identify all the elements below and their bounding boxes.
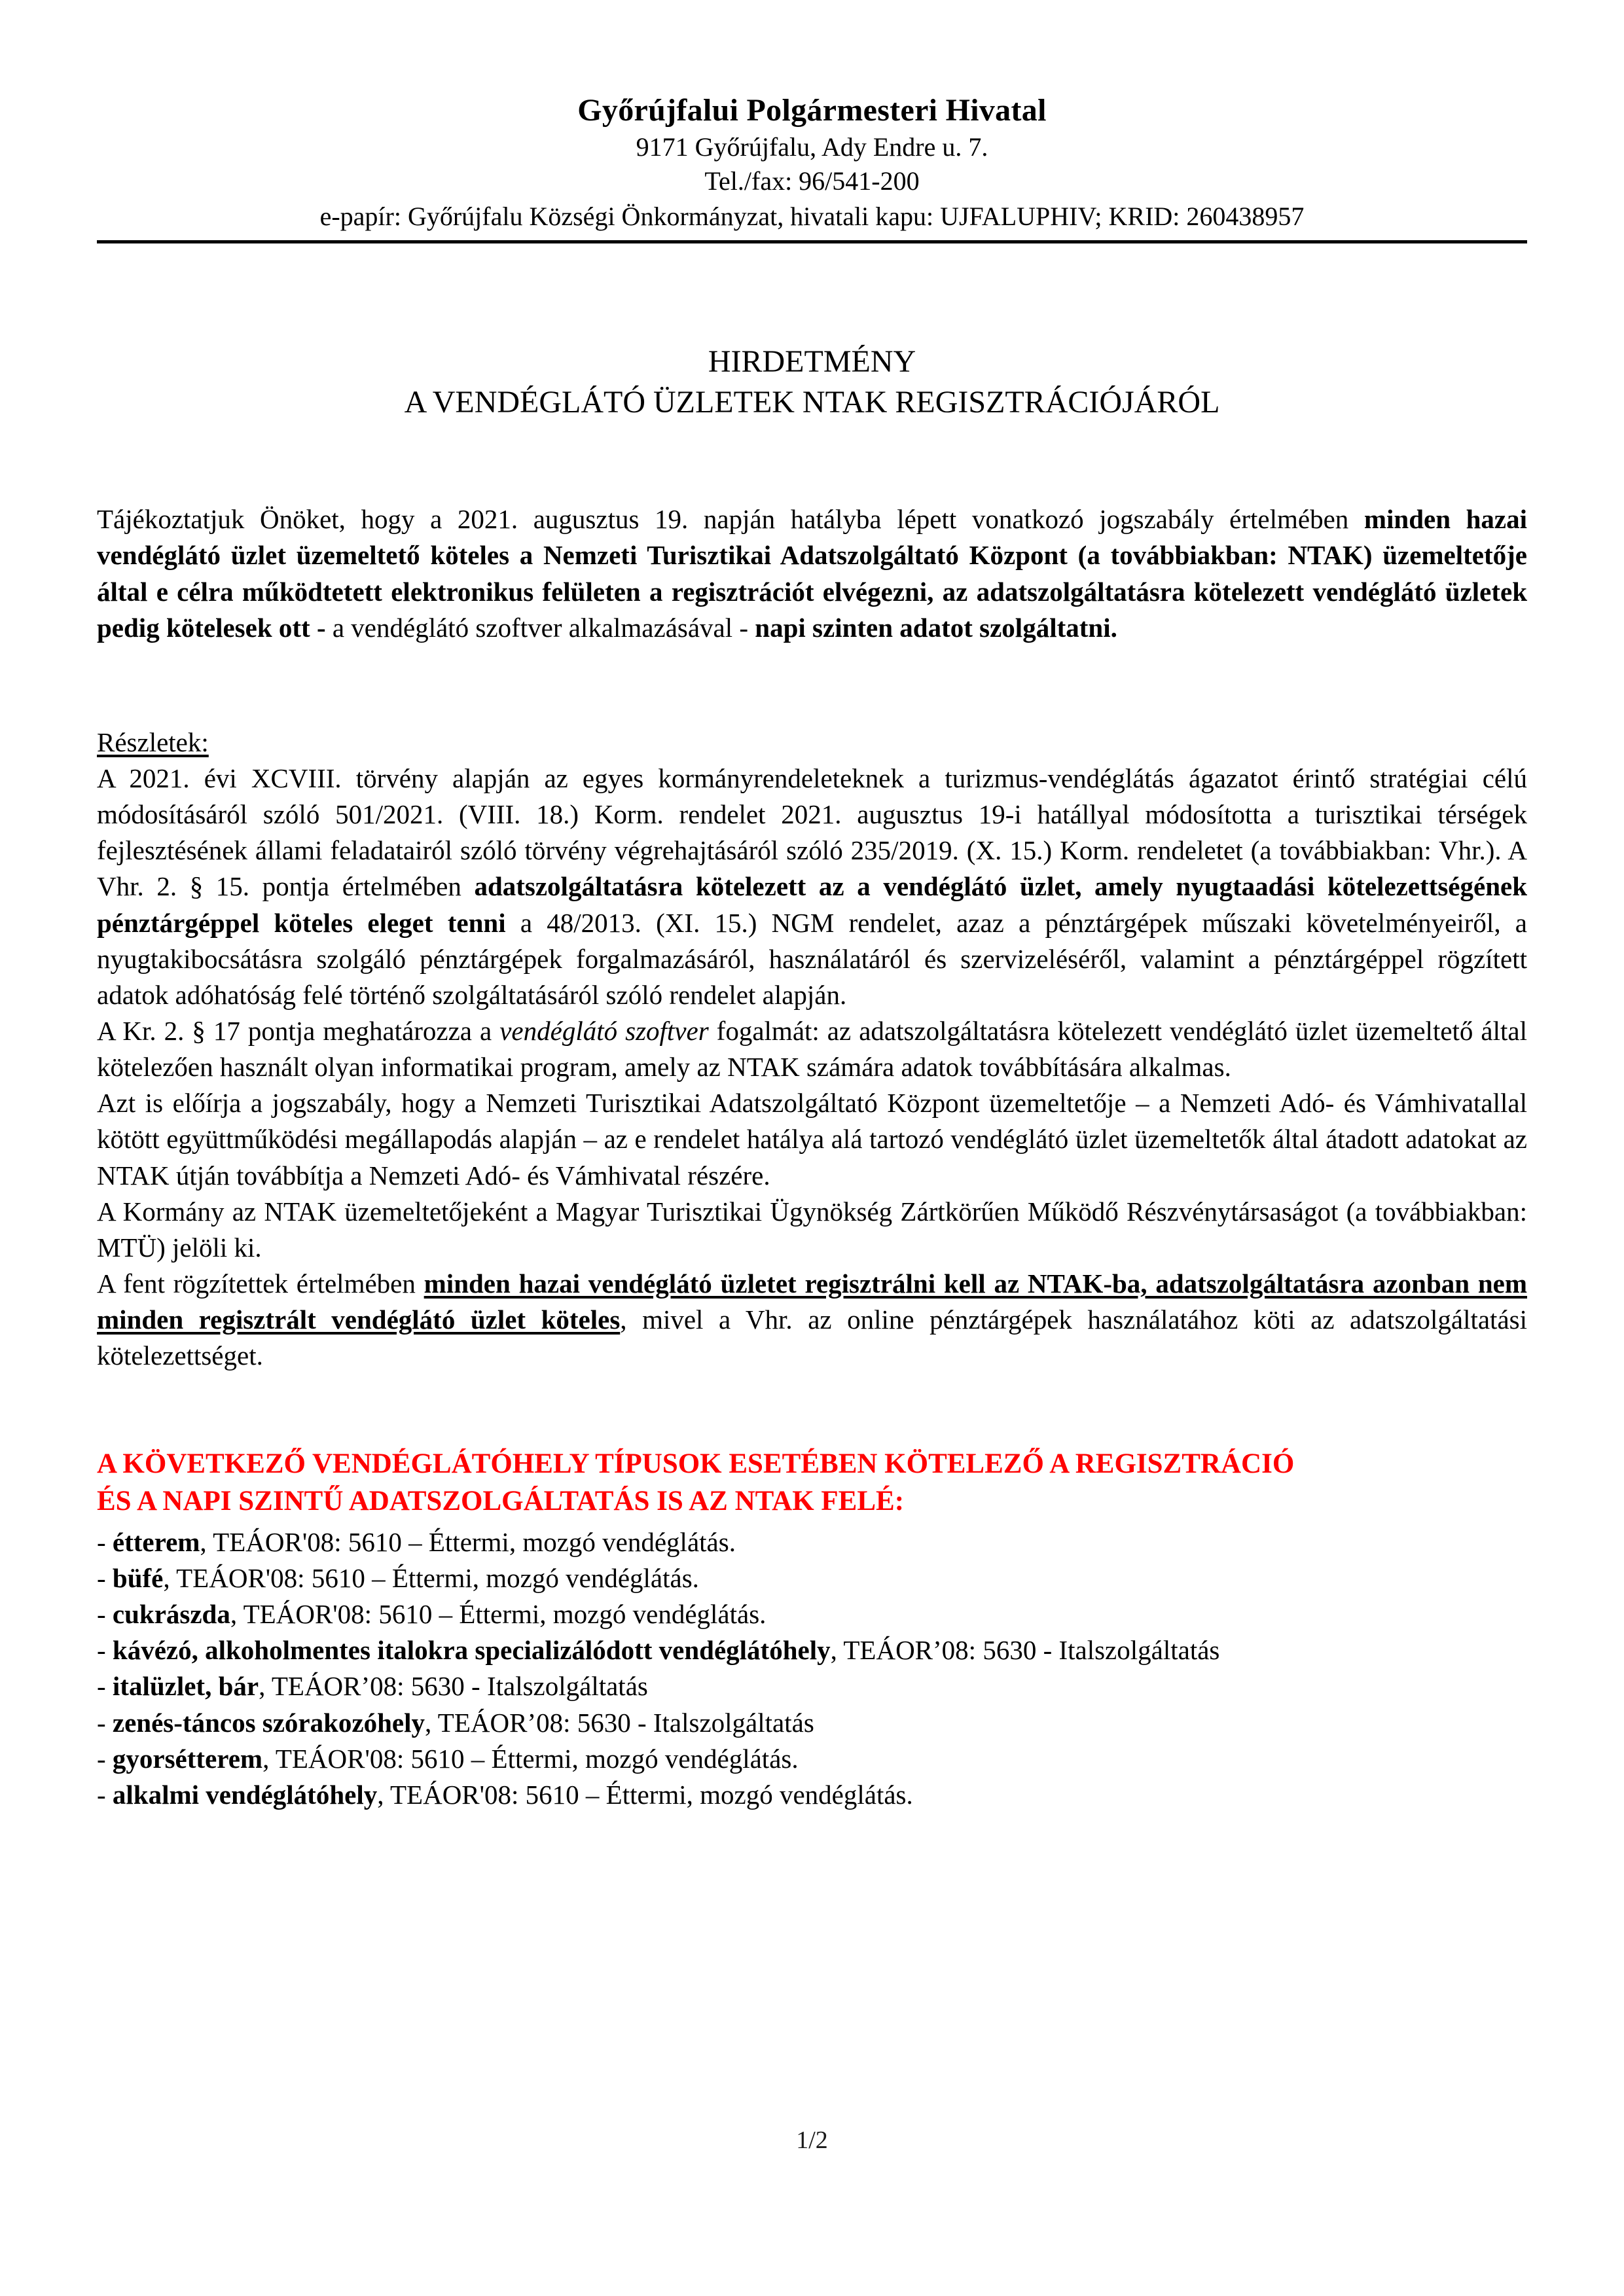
list-item-dash: -: [97, 1599, 113, 1630]
page-title-line-2: A VENDÉGLÁTÓ ÜZLETEK NTAK REGISZTRÁCIÓJÁRÓL: [404, 384, 1220, 420]
list-item-dash: -: [97, 1707, 113, 1738]
page-title-line-1: HIRDETMÉNY: [708, 344, 916, 379]
venue-type-list: [97, 1524, 1527, 1813]
mandatory-registration-heading-line-1: A KÖVETKEZŐ VENDÉGLÁTÓHELY TÍPUSOK ESETÉBEN KÖTELEZŐ A REGISZTRÁCIÓ: [97, 1448, 1295, 1480]
list-item-term: kávézó, alkoholmentes italokra specializálódott vendéglátóhely: [112, 1635, 831, 1666]
page-content: [97, 0, 1527, 1813]
list-item: [97, 1524, 1527, 1560]
list-item: [97, 1777, 1527, 1813]
details-p1-text-2: a 48/2013. (XI. 15.) NGM rendelet, azaz a pénztárgépek műszaki követelményeiről, a nyugtakibocsátásra szolgáló pénztárgépek forgalmazásáról, használatáról és szervizeléséről, valamint a pénztárgéppel rögzített adatok adóhatóság felé történő szolgáltatásáról szóló rendelet alapján.: [97, 907, 1527, 1010]
list-item-rest: , TEÁOR'08: 5610 – Éttermi, mozgó vendéglátás.: [200, 1526, 736, 1557]
list-item-rest: , TEÁOR'08: 5610 – Éttermi, mozgó vendéglátás.: [377, 1779, 913, 1810]
details-paragraph-4: A Kormány az NTAK üzemeltetőjeként a Magyar Turisztikai Ügynökség Zártkörűen Működő Részvénytársaságot (a továbbiakban: MTÜ) jelöli ki.: [97, 1196, 1527, 1263]
office-phone: Tel./fax: 96/541-200: [704, 166, 920, 196]
page-number: 1/2: [796, 2126, 828, 2154]
details-p1-bold-1: adatszolgáltatásra kötelezett az a vendéglátó üzlet, amely nyugtaadási kötelezettségének pénztárgéppel köteles eleget tenni: [97, 871, 1527, 938]
list-item-rest: , TEÁOR'08: 5610 – Éttermi, mozgó vendéglátás.: [163, 1563, 699, 1594]
page-footer: [0, 2126, 1624, 2155]
list-item-term: zenés-táncos szórakozóhely: [112, 1707, 425, 1738]
details-paragraph-1: [97, 761, 1527, 1013]
details-p5-text-1: A fent rögzítettek értelmében: [97, 1268, 424, 1299]
list-item-term: cukrászda: [112, 1599, 230, 1630]
list-item-term: alkalmi vendéglátóhely: [112, 1779, 378, 1810]
intro-paragraph: [97, 501, 1527, 646]
list-item-term: büfé: [112, 1563, 164, 1594]
list-item-term: italüzlet, bár: [112, 1671, 259, 1702]
header-divider: [97, 240, 1527, 243]
list-item: [97, 1560, 1527, 1596]
list-item-dash: -: [97, 1743, 113, 1774]
list-item: [97, 1741, 1527, 1777]
mandatory-registration-heading-line-2: ÉS A NAPI SZINTŰ ADATSZOLGÁLTATÁS IS AZ NTAK FELÉ:: [97, 1486, 905, 1517]
details-paragraph-2: [97, 1013, 1527, 1085]
list-item: [97, 1705, 1527, 1741]
details-label-wrap: [97, 684, 1527, 761]
details-p5-text-2: , mivel a Vhr. az online pénztárgépek használatához köti az adatszolgáltatási kötelezettséget.: [97, 1304, 1527, 1371]
list-item-dash: -: [97, 1563, 113, 1594]
list-item: [97, 1596, 1527, 1632]
list-item: [97, 1632, 1527, 1668]
details-section-label: Részletek:: [97, 726, 209, 757]
details-p2-text-2: fogalmát: az adatszolgáltatásra kötelezett vendéglátó üzlet üzemeltető által kötelezően használt olyan informatikai program, amely az NTAK számára adatok továbbítására alkalmas.: [97, 1016, 1527, 1083]
list-item: [97, 1668, 1527, 1704]
details-paragraph-3: Azt is előírja a jogszabály, hogy a Nemzeti Turisztikai Adatszolgáltató Központ üzemeltetője – a Nemzeti Adó- és Vámhivatallal kötött együttműködési megállapodás alapján – az e rendelet hatálya alá tartozó vendéglátó üzlet üzemeltetők által átadott adatokat az NTAK útján továbbítja a Nemzeti Adó- és Vámhivatal részére.: [97, 1088, 1527, 1191]
list-item-rest: , TEÁOR'08: 5610 – Éttermi, mozgó vendéglátás.: [262, 1743, 799, 1774]
list-item-term: gyorsétterem: [112, 1743, 263, 1774]
office-address: 9171 Győrújfalu, Ady Endre u. 7.: [636, 132, 988, 162]
office-name: Győrújfalui Polgármesteri Hivatal: [577, 93, 1047, 128]
mandatory-registration-heading: [97, 1446, 1527, 1520]
list-item-rest: , TEÁOR’08: 5630 - Italszolgáltatás: [425, 1707, 814, 1738]
list-item-rest: , TEÁOR’08: 5630 - Italszolgáltatás: [830, 1635, 1220, 1666]
details-paragraph-5: [97, 1266, 1527, 1374]
list-item-dash: -: [97, 1671, 113, 1702]
list-item-rest: , TEÁOR’08: 5630 - Italszolgáltatás: [259, 1671, 648, 1702]
intro-bold-2: napi szinten adatot szolgáltatni.: [755, 612, 1117, 643]
details-p2-italic-1: vendéglátó szoftver: [499, 1016, 709, 1047]
intro-text-2: a vendéglátó szoftver alkalmazásával -: [332, 612, 755, 643]
list-item-dash: -: [97, 1779, 113, 1810]
details-p5-bold-underline-1: minden hazai vendéglátó üzletet regisztrálni kell az NTAK-ba, adatszolgáltatásra azonban nem minden regisztrált vendéglátó üzlet köteles: [97, 1268, 1527, 1335]
details-p1-text-1: A 2021. évi XCVIII. törvény alapján az egyes kormányrendeleteknek a turizmus-vendéglátás ágazatot érintő stratégiai célú módosításáról szóló 501/2021. (VIII. 18.) Korm. rendelet 2021. augusztus 19-i hatállyal módosította a turisztikai térségek fejlesztésének állami feladatairól szóló törvény végrehajtásáról szóló 235/2019. (X. 15.) Korm. rendeletet (a továbbiakban: Vhr.). A Vhr. 2. § 15. pontja értelmében: [97, 763, 1527, 902]
list-item-dash: -: [97, 1526, 113, 1557]
intro-bold-1: minden hazai vendéglátó üzlet üzemeltető köteles a Nemzeti Turisztikai Adatszolgáltató Központ (a továbbiakban: NTAK) üzemeltetője által e célra működtetett elektronikus felületen a regisztrációt elvégezni, az adatszolgáltatásra kötelezett vendéglátó üzletek pedig kötelesek ott -: [97, 504, 1527, 643]
list-item-dash: -: [97, 1635, 113, 1666]
list-item-term: étterem: [112, 1526, 200, 1557]
intro-text-1: Tájékoztatjuk Önöket, hogy a 2021. augusztus 19. napján hatályba lépett vonatkozó jogszabály értelmében: [97, 504, 1364, 535]
list-item-rest: , TEÁOR'08: 5610 – Éttermi, mozgó vendéglátás.: [230, 1599, 767, 1630]
page-title: [97, 342, 1527, 423]
details-p2-text-1: A Kr. 2. § 17 pontja meghatározza a: [97, 1016, 500, 1047]
letterhead: [97, 0, 1527, 243]
office-epapir: e-papír: Győrújfalu Községi Önkormányzat, hivatali kapu: UJFALUPHIV; KRID: 260438957: [319, 201, 1305, 231]
